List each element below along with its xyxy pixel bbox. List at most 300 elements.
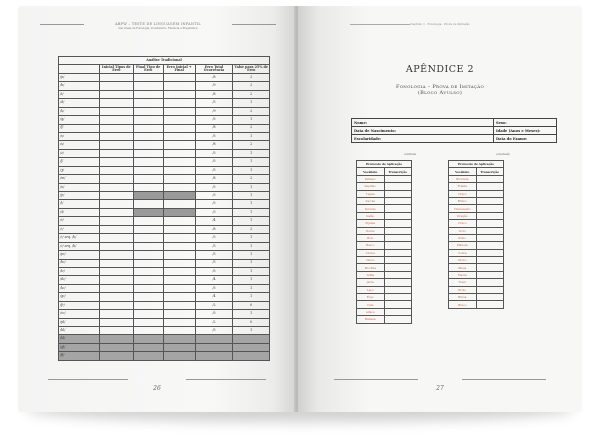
transcription-cell [476,175,504,182]
total-occurrence: /5 [195,284,233,292]
error-25-value: 2 [233,225,270,233]
transcription-cell [384,175,412,182]
protocol-row [357,227,412,234]
final-error-cell [133,158,163,166]
transcription-cell [476,205,504,212]
transcription-cell [476,271,504,278]
total-occurrence: /3 [195,192,233,200]
initial-final-error-cell [163,343,195,351]
table-row [59,327,270,335]
transcription-cell [384,301,412,308]
total-occurrence: /2 [195,301,233,309]
protocol-row [449,257,504,264]
age-field: Idade (Anos e Meses): [494,127,557,135]
final-error-cell [133,107,163,115]
error-25-value: 0 [233,318,270,326]
error-25-value: 1 [233,183,270,191]
phoneme-label: /ɾ/ [59,225,100,233]
word-cell: Tigela [357,190,385,197]
initial-error-cell [100,158,134,166]
appendix-subtitle [298,84,582,96]
initial-final-error-cell [163,149,195,157]
initial-error-cell [100,318,134,326]
transcription-cell [384,220,412,227]
total-occurrence: /5 [195,251,233,259]
phoneme-label: /v/ [59,132,100,140]
table-row [59,284,270,292]
transcription-cell [476,286,504,293]
final-error-cell [133,242,163,250]
initial-error-cell [100,90,134,98]
total-occurrence: /8 [195,141,233,149]
word-cell: Galão [357,212,385,219]
word-cell: Brinco [449,197,477,204]
table-row [59,352,270,360]
initial-error-cell [100,82,134,90]
final-error-cell [133,267,163,275]
initial-error-cell [100,343,134,351]
total-occurrence: /8 [195,225,233,233]
word-cell: Barco [357,242,385,249]
total-occurrence: /5 [195,310,233,318]
initial-error-cell [100,276,134,284]
phoneme-label: /m/ [59,175,100,183]
phoneme-label: /vɾ/ [59,310,100,318]
protocol-row [449,183,504,190]
total-occurrence: /4 [195,293,233,301]
transcription-cell [476,301,504,308]
initial-error-cell [100,183,134,191]
initial-final-error-cell [163,318,195,326]
protocol-row [357,242,412,249]
initial-error-cell [100,166,134,174]
total-occurrence: /5 [195,99,233,107]
protocol-row [357,301,412,308]
table-row [59,259,270,267]
total-occurrence: /5 [195,116,233,124]
error-25-value: 1 [233,284,270,292]
protocol-table-left [356,160,412,324]
final-error-cell [133,73,163,81]
final-error-cell [133,251,163,259]
final-error-cell [133,225,163,233]
final-error-cell [133,132,163,140]
phoneme-label: /k/ [59,107,100,115]
initial-error-cell [100,132,134,140]
table-row [59,343,270,351]
phoneme-label: /fɾ/ [59,301,100,309]
transcription-cell [384,294,412,301]
table-row [59,90,270,98]
total-occurrence: /5 [195,327,233,335]
final-error-cell [133,259,163,267]
initial-error-cell [100,251,134,259]
traditional-analysis-table [58,56,270,361]
total-occurrence [195,343,233,351]
phoneme-label: /ɾ/ arq. /k/ [59,234,100,242]
word-cell: Livro [449,227,477,234]
subtitle-line-1: Fonologia – Prova de Imitação [395,84,485,90]
error-25-value: 1 [233,327,270,335]
protocol-row [449,294,504,301]
error-25-value: 1 [233,149,270,157]
initial-error-cell [100,149,134,157]
final-error-cell [133,327,163,335]
initial-final-error-cell [163,259,195,267]
total-occurrence: /5 [195,166,233,174]
protocol-row [357,183,412,190]
phoneme-label: /t/ [59,90,100,98]
word-cell: Broto [449,286,477,293]
initial-error-cell [100,259,134,267]
error-25-value: 1 [233,217,270,225]
initial-final-error-cell [163,284,195,292]
initial-final-error-cell [163,200,195,208]
initial-final-error-cell [163,310,195,318]
word-cell: Fralda [449,183,477,190]
transcription-cell [384,264,412,271]
error-25-value: 2 [233,73,270,81]
error-25-value: 1 [233,234,270,242]
error-25-value: 1 [233,251,270,259]
word-cell: Sacola [357,197,385,204]
footer-rule-right [462,379,546,380]
phoneme-label: /gl/ [59,343,100,351]
total-occurrence: /8 [195,73,233,81]
final-error-cell [133,141,163,149]
initial-error-cell [100,267,134,275]
transcription-cell [476,249,504,256]
transcription-cell [384,257,412,264]
protocol-row [357,279,412,286]
table-row [59,73,270,81]
column-header: Inicial Tipos de Erro [100,65,134,73]
phoneme-label: /l/ [59,200,100,208]
protocol-row [357,271,412,278]
table-row [59,234,270,242]
phoneme-label: /d/ [59,99,100,107]
table-row [59,242,270,250]
final-error-cell [133,335,163,343]
initial-final-error-cell [163,242,195,250]
error-25-value: 1 [233,158,270,166]
final-error-cell [133,208,163,216]
final-error-cell [133,352,163,360]
word-cell: Globo [449,257,477,264]
final-error-cell [133,116,163,124]
phoneme-label: /f/ [59,124,100,132]
protocol-row [357,308,412,315]
initial-final-error-cell [163,276,195,284]
school-field: Escolaridade: [352,135,494,143]
protocol-row [449,175,504,182]
initial-error-cell [100,293,134,301]
initial-final-error-cell [163,183,195,191]
table-row [59,132,270,140]
word-cell: Dragão [449,212,477,219]
protocol-row [357,316,412,323]
final-error-cell [133,99,163,107]
error-25-value: 1 [233,99,270,107]
error-25-value: 0 [233,301,270,309]
phoneme-label: /gɾ/ [59,293,100,301]
table-row [59,267,270,275]
transcription-cell [476,220,504,227]
initial-final-error-cell [163,217,195,225]
table-row [59,208,270,216]
word-cell: Prato [449,234,477,241]
table-row [59,301,270,309]
error-25-value: 1 [233,166,270,174]
final-error-cell [133,90,163,98]
initial-final-error-cell [163,116,195,124]
final-error-cell [133,301,163,309]
table-body [59,73,270,360]
total-occurrence: /5 [195,234,233,242]
initial-final-error-cell [163,192,195,200]
appendix-title: APÊNDICE 2 [405,64,475,75]
initial-final-error-cell [163,208,195,216]
protocol-row [449,301,504,308]
protocol-row [357,257,412,264]
transcription-cell [384,205,412,212]
table-row [59,99,270,107]
initial-error-cell [100,175,134,183]
initial-error-cell [100,284,134,292]
initial-final-error-cell [163,90,195,98]
word-cell: Flauta [449,271,477,278]
word-cell: Travesseiro [449,205,477,212]
left-header-title: ABFW – TESTE DE LINGUAGEM INFANTIL [115,22,201,26]
word-cell: Trem [449,279,477,286]
table-row [59,158,270,166]
final-error-cell [133,183,163,191]
table-row [59,141,270,149]
header-rule-left [40,24,84,25]
error-25-value: 1 [233,242,270,250]
initial-error-cell [100,208,134,216]
table-row [59,276,270,284]
initial-final-error-cell [163,327,195,335]
total-occurrence: /9 [195,82,233,90]
initial-error-cell [100,301,134,309]
total-occurrence [195,352,233,360]
transcription-cell [384,249,412,256]
total-occurrence: /3 [195,208,233,216]
word-cell: Fogo [357,294,385,301]
column-header: Final Tipo de Erro [133,65,163,73]
phoneme-label: /bɾ/ [59,259,100,267]
transcription-cell [384,286,412,293]
initial-final-error-cell [163,166,195,174]
right-header-text: Capítulo 1 · Fonologia · Prova de Imitação [410,22,470,26]
word-cell: Blusa [449,264,477,271]
error-25-value: 1 [233,192,270,200]
error-25-value: 2 [233,107,270,115]
table-row [59,183,270,191]
protocol-title: Protocolo de Aplicação [357,161,412,168]
continued-tag: continua [404,152,417,156]
error-25-value: 1 [233,267,270,275]
transcription-cell [476,257,504,264]
table-row [59,149,270,157]
word-cell: Mochila [357,264,385,271]
word-cell: Banana [357,316,385,323]
transcription-cell [476,294,504,301]
transcription-cell [476,183,504,190]
right-page-number: 27 [436,385,444,392]
phoneme-label: /kl/ [59,335,100,343]
table-row [59,107,270,115]
initial-final-error-cell [163,301,195,309]
initial-final-error-cell [163,158,195,166]
footer-rule-right [186,379,266,380]
initial-final-error-cell [163,99,195,107]
footer-rule-left [48,379,128,380]
initial-error-cell [100,107,134,115]
word-cell: Chuva [357,249,385,256]
total-occurrence: /4 [195,217,233,225]
word-cell: Sorvete [357,205,385,212]
transcription-cell [384,271,412,278]
word-cell: Bolo [357,234,385,241]
table-row [59,318,270,326]
footer-rule-left [334,379,418,380]
transcription-cell [476,234,504,241]
word-cell: Palhaço [357,175,385,182]
initial-final-error-cell [163,335,195,343]
protocol-left-body [357,175,412,323]
column-header: Erro Inicial + Final [163,65,195,73]
subtitle-line-2: (Bloco Avulso) [417,90,463,96]
left-footer [18,375,296,394]
table-row [59,116,270,124]
protocol-row [357,234,412,241]
initial-final-error-cell [163,175,195,183]
transcription-cell [476,264,504,271]
total-occurrence: /5 [195,132,233,140]
error-25-value: 1 [233,132,270,140]
final-error-cell [133,343,163,351]
total-occurrence: /8 [195,124,233,132]
final-error-cell [133,284,163,292]
phoneme-label: /p/ [59,73,100,81]
error-25-value [233,343,270,351]
protocol-table-right [448,160,504,309]
error-25-value: 2 [233,124,270,132]
phoneme-label: /n/ [59,183,100,191]
word-cell: Cobra [449,249,477,256]
left-page-number: 26 [153,385,161,392]
transcription-cell [384,212,412,219]
total-occurrence: /5 [195,183,233,191]
error-25-value: 2 [233,141,270,149]
final-error-cell [133,82,163,90]
initial-error-cell [100,141,134,149]
initial-error-cell [100,327,134,335]
initial-error-cell [100,310,134,318]
error-25-value [233,352,270,360]
transcription-cell [384,308,412,315]
transcription-cell [384,234,412,241]
protocol-row [357,197,412,204]
word-cell: Café [357,301,385,308]
total-occurrence: /2 [195,318,233,326]
initial-error-cell [100,200,134,208]
error-25-value [233,335,270,343]
error-25-value: 2 [233,175,270,183]
total-occurrence: /5 [195,149,233,157]
protocol-row [357,205,412,212]
protocol-row [449,264,504,271]
transcription-cell [384,242,412,249]
col-word: Vocábulo [357,168,385,175]
phoneme-label: /ɲ/ [59,192,100,200]
initial-final-error-cell [163,225,195,233]
word-cell: Bicicleta [449,175,477,182]
initial-final-error-cell [163,141,195,149]
conclusion-tag: conclusão [496,152,511,156]
table-row [59,310,270,318]
col-word: Vocábulo [449,168,477,175]
final-error-cell [133,200,163,208]
transcription-cell [476,279,504,286]
column-header [59,65,100,73]
phoneme-label: /ɾ/ arq. /b/ [59,242,100,250]
transcription-cell [476,242,504,249]
initial-final-error-cell [163,73,195,81]
initial-error-cell [100,225,134,233]
left-page [18,6,296,412]
header-rule-left [350,24,410,25]
phoneme-label: /fl/ [59,352,100,360]
phoneme-label: /dɾ/ [59,276,100,284]
final-error-cell [133,318,163,326]
phoneme-label: /r/ [59,217,100,225]
phoneme-label: /s/ [59,141,100,149]
error-25-value: 1 [233,116,270,124]
initial-final-error-cell [163,293,195,301]
table-row [59,200,270,208]
phoneme-label: /bl/ [59,327,100,335]
column-header: Erro Total Ocorrência [195,65,233,73]
header-rule-right [232,24,276,25]
initial-error-cell [100,352,134,360]
phoneme-label: /pɾ/ [59,251,100,259]
final-error-cell [133,310,163,318]
word-cell: Dente [357,227,385,234]
initial-final-error-cell [163,124,195,132]
word-cell: Cravo [449,190,477,197]
final-error-cell [133,166,163,174]
initial-error-cell [100,116,134,124]
protocol-row [449,190,504,197]
word-cell: Planeta [449,242,477,249]
initial-error-cell [100,335,134,343]
word-cell: Sapinho [357,183,385,190]
transcription-cell [476,212,504,219]
table-row [59,82,270,90]
table-row [59,175,270,183]
table-row [59,251,270,259]
left-page-header [58,22,258,30]
total-occurrence: /5 [195,242,233,250]
patient-info-table [351,118,557,143]
protocol-row [357,175,412,182]
protocol-row [357,220,412,227]
table-row [59,293,270,301]
protocol-row [449,279,504,286]
